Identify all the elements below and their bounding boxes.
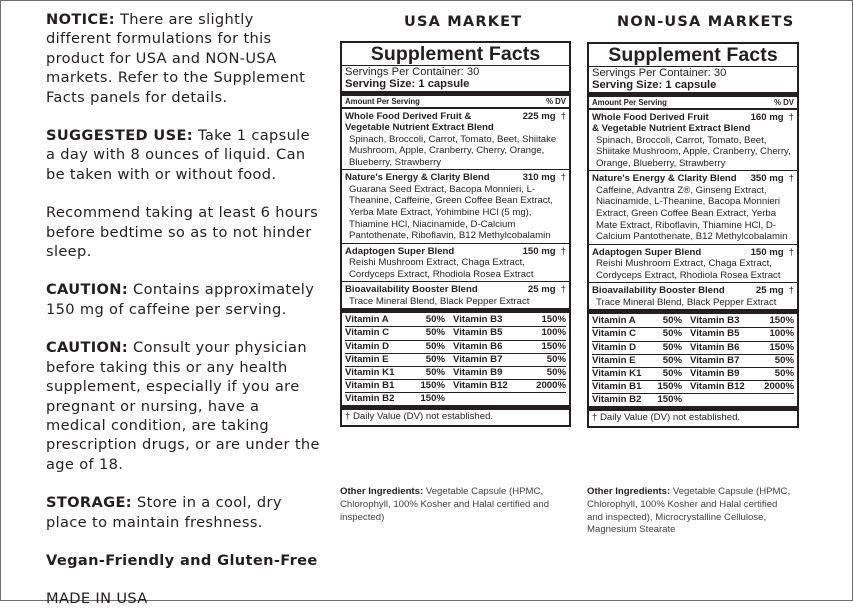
blend-amount: 225 mg [522, 110, 556, 122]
blend-amount: 310 mg [522, 172, 556, 184]
vitamin-dv: 50% [662, 367, 682, 379]
blend-ingredients: Trace Mineral Blend, Black Pepper Extract [349, 295, 530, 307]
vitamin-name: Vitamin B1 [345, 379, 395, 391]
blend-energy-clarity [342, 170, 569, 183]
dagger-mark: † [560, 284, 566, 296]
vegan-gluten-free [46, 551, 322, 570]
serving-size: Serving Size: 1 capsule [345, 78, 470, 91]
servings-per-container: Servings Per Container: 30 [592, 67, 727, 79]
dagger-mark: † [560, 172, 566, 184]
caution-physician-text: Consult your physician before taking this or any health supplement, especially if you are pregnant or nursing, have a medical condition, are taking prescription drugs, or are under the age of 18. [46, 339, 320, 473]
blend-name: Adaptogen Super Blend [345, 245, 455, 257]
blend-amount: 150 mg [522, 245, 556, 257]
dagger-mark: † [788, 246, 794, 258]
vitamin-dv: 2000% [536, 379, 566, 391]
dagger-mark: † [560, 245, 566, 257]
usa-supplement-facts-panel [340, 41, 571, 427]
vitamin-name: Vitamin D [592, 341, 637, 353]
vitamin-name: Vitamin E [345, 353, 389, 365]
amount-header-row [589, 97, 797, 108]
caution-physician-paragraph [46, 338, 322, 474]
vitamin-row [345, 340, 566, 353]
blend-name: Bioavailability Booster Blend [345, 284, 478, 296]
amount-per-serving-label: Amount Per Serving [592, 97, 667, 107]
vitamin-dv: 150% [657, 393, 682, 405]
vitamin-row [345, 392, 566, 405]
servings-per-container: Servings Per Container: 30 [345, 66, 480, 78]
vitamin-dv: 50% [425, 314, 445, 326]
vitamin-row [345, 379, 566, 392]
vitamin-name: Vitamin A [592, 315, 636, 327]
other-ingredients-text: Vegetable Capsule (HPMC, Chlorophyll, 100% Kosher and Halal certified and inspected) [340, 486, 550, 523]
storage-paragraph [46, 493, 322, 532]
vitamin-name: Vitamin B12 [453, 379, 508, 391]
vitamin-name: Vitamin C [345, 327, 390, 339]
vitamin-name: Vitamin K1 [345, 366, 395, 378]
vitamin-name: Vitamin B5 [690, 328, 740, 340]
vitamin-row [345, 314, 566, 326]
caution-caffeine-paragraph [46, 280, 322, 319]
vitamin-row [345, 326, 566, 339]
dv-label: % DV [774, 97, 794, 107]
blend-ingredients: Spinach, Broccoli, Carrot, Tomato, Beet, Shiitake Mushroom, Apple, Cranberry, Cherry, Orange, Blueberry, Strawberry [596, 134, 791, 169]
vitamin-name: Vitamin B12 [690, 380, 745, 392]
vitamin-dv: 50% [546, 353, 566, 365]
blend-ingredients: Reishi Mushroom Extract, Chaga Extract, Cordyceps Extract, Rhodiola Rosea Extract [596, 258, 781, 281]
caution-label: CAUTION: [46, 281, 129, 299]
serving-size: Serving Size: 1 capsule [592, 79, 717, 92]
vitamin-row [592, 380, 794, 393]
dagger-mark: † [788, 111, 794, 123]
non-usa-market-title: NON-USA MARKETS [617, 14, 795, 30]
blend-fruit-vegetable [589, 110, 797, 135]
dagger-mark: † [788, 285, 794, 297]
blend-name: Nature's Energy & Clarity Blend [592, 173, 737, 185]
blend-amount: 25 mg [527, 284, 556, 296]
suggested-use-label: SUGGESTED USE: [46, 127, 193, 145]
suggested-use-paragraph [46, 126, 322, 184]
other-ingredients-text: Vegetable Capsule (HPMC, Chlorophyll, 100% Kosher and Halal certified and inspected), Microcrystalline Cellulose, Magnesium Stearate [587, 486, 791, 536]
vitamin-name: Vitamin B7 [690, 354, 740, 366]
vitamin-row [345, 366, 566, 379]
vitamin-dv: 150% [769, 341, 794, 353]
notice-paragraph [46, 10, 322, 107]
vitamin-row [592, 367, 794, 380]
vitamin-name: Vitamin B9 [453, 366, 503, 378]
vitamin-dv: 150% [420, 392, 445, 404]
caution-caffeine-text: Contains approximately 150 mg of caffeine per serving. [46, 281, 315, 318]
suggested-use-text: Take 1 capsule a day with 8 ounces of liquid. Can be taken with or without food. [46, 127, 310, 183]
vitamin-row [592, 354, 794, 367]
vitamin-row [345, 353, 566, 366]
vegan-text: Vegan-Friendly and Gluten-Free [46, 551, 318, 569]
usa-market-title: USA MARKET [404, 14, 523, 30]
usa-other-ingredients [340, 486, 568, 524]
blend-adaptogen [589, 245, 797, 258]
vitamin-dv: 50% [425, 327, 445, 339]
vitamin-name: Vitamin B5 [453, 327, 503, 339]
vitamin-row [592, 393, 794, 406]
vitamin-dv: 50% [546, 366, 566, 378]
vitamin-name: Vitamin B2 [592, 393, 642, 405]
made-in-usa: MADE IN USA [46, 590, 148, 608]
vitamin-dv: 50% [662, 328, 682, 340]
blend-ingredients: Guarana Seed Extract, Bacopa Monnieri, L-Theanine, Caffeine, Green Coffee Bean Extract, Yerba Mate Extract, Yohimbine HCl (5 mg), Thiamine HCl, Niacinamide, D-Calcium Pantothenate, Riboflavin, B12 Methylcobalamin [349, 183, 553, 242]
blend-name: Whole Food Derived Fruit [592, 111, 709, 123]
product-notes [46, 10, 322, 609]
vitamin-dv: 50% [774, 367, 794, 379]
vitamin-dv: 50% [662, 341, 682, 353]
vitamin-name: Vitamin E [592, 354, 636, 366]
blend-name: Nature's Energy & Clarity Blend [345, 172, 490, 184]
dv-footnote: † Daily Value (DV) not established. [345, 411, 494, 423]
vitamin-dv: 50% [662, 354, 682, 366]
vitamin-table [589, 314, 797, 406]
vitamin-name: Vitamin K1 [592, 367, 642, 379]
vitamin-dv: 50% [774, 354, 794, 366]
blend-ingredients: Caffeine, Advantra Z®, Ginseng Extract, Niacinamide, L-Theanine, Bacopa Monnieri Extract, Green Coffee Bean Extract, Yerba Mate Extract, Riboflavin, Thiamine HCl, D-Calcium Pantothenate, B12 Methylcobalamin [596, 184, 788, 243]
dv-footnote: † Daily Value (DV) not established. [592, 412, 741, 424]
supplement-facts-title: Supplement Facts [608, 44, 778, 66]
blend-amount: 160 mg [750, 111, 784, 123]
vitamin-dv: 150% [769, 315, 794, 327]
dv-label: % DV [546, 96, 566, 106]
blend-adaptogen [342, 244, 569, 257]
vitamin-dv: 50% [425, 366, 445, 378]
other-ingredients-label: Other Ingredients: [587, 486, 671, 497]
vitamin-dv: 2000% [764, 380, 794, 392]
vitamin-dv: 150% [657, 380, 682, 392]
vitamin-row [592, 341, 794, 354]
vitamin-name: Vitamin B1 [592, 380, 642, 392]
vitamin-dv: 50% [662, 315, 682, 327]
vitamin-name: Vitamin B6 [453, 340, 503, 352]
vitamin-name: Vitamin B9 [690, 367, 740, 379]
vitamin-name: Vitamin C [592, 328, 637, 340]
vitamin-dv: 50% [425, 340, 445, 352]
blend-name: Adaptogen Super Blend [592, 246, 702, 258]
blend-name: Whole Food Derived Fruit & [345, 110, 472, 122]
blend-name: & Vegetable Nutrient Extract Blend [592, 123, 751, 135]
blend-ingredients: Reishi Mushroom Extract, Chaga Extract, Cordyceps Extract, Rhodiola Rosea Extract [349, 257, 534, 280]
dagger-mark: † [788, 173, 794, 185]
vitamin-dv: 150% [420, 379, 445, 391]
blend-name: Vegetable Nutrient Extract Blend [345, 122, 494, 134]
blend-fruit-vegetable [342, 109, 569, 134]
blend-bioavailability [589, 283, 797, 296]
vitamin-row [592, 327, 794, 340]
dagger-mark: † [560, 110, 566, 122]
recommend-text: Recommend taking at least 6 hours before bedtime so as to not hinder sleep. [46, 204, 319, 261]
non-usa-other-ingredients [587, 486, 792, 537]
vitamin-dv: 150% [541, 340, 566, 352]
notice-label: NOTICE: [46, 11, 115, 28]
blend-amount: 350 mg [750, 173, 784, 185]
vitamin-name: Vitamin B6 [690, 341, 740, 353]
blend-ingredients: Spinach, Broccoli, Carrot, Tomato, Beet, Shiitake Mushroom, Apple, Cranberry, Cherry, Orange, Blueberry, Strawberry [349, 133, 557, 168]
blend-name: Bioavailability Booster Blend [592, 285, 725, 297]
notice-text: There are slightly different formulations for this product for USA and NON-USA markets. Refer to the Supplement Facts panels for details. [46, 11, 306, 106]
recommend-paragraph [46, 203, 322, 261]
amount-header-row [342, 96, 569, 107]
vitamin-name: Vitamin B7 [453, 353, 503, 365]
amount-per-serving-label: Amount Per Serving [345, 96, 420, 106]
vitamin-dv: 100% [769, 328, 794, 340]
vitamin-dv: 50% [425, 353, 445, 365]
non-usa-supplement-facts-panel [587, 42, 799, 428]
other-ingredients-label: Other Ingredients: [340, 486, 424, 497]
vitamin-dv: 100% [541, 327, 566, 339]
vitamin-name: Vitamin A [345, 314, 389, 326]
blend-amount: 25 mg [755, 285, 784, 297]
blend-energy-clarity [589, 171, 797, 184]
vitamin-name: Vitamin B2 [345, 392, 395, 404]
caution-label: CAUTION: [46, 339, 129, 357]
vitamin-name: Vitamin B3 [453, 314, 503, 326]
blend-amount: 150 mg [750, 246, 784, 258]
storage-text: Store in a cool, dry place to maintain freshness. [46, 494, 282, 531]
blend-ingredients: Trace Mineral Blend, Black Pepper Extract [596, 296, 777, 308]
blend-bioavailability [342, 282, 569, 295]
storage-label: STORAGE: [46, 494, 132, 512]
vitamin-table [342, 313, 569, 405]
supplement-facts-title: Supplement Facts [370, 43, 541, 65]
vitamin-row [592, 315, 794, 327]
vitamin-name: Vitamin D [345, 340, 390, 352]
vitamin-name: Vitamin B3 [690, 315, 740, 327]
vitamin-dv: 150% [541, 314, 566, 326]
